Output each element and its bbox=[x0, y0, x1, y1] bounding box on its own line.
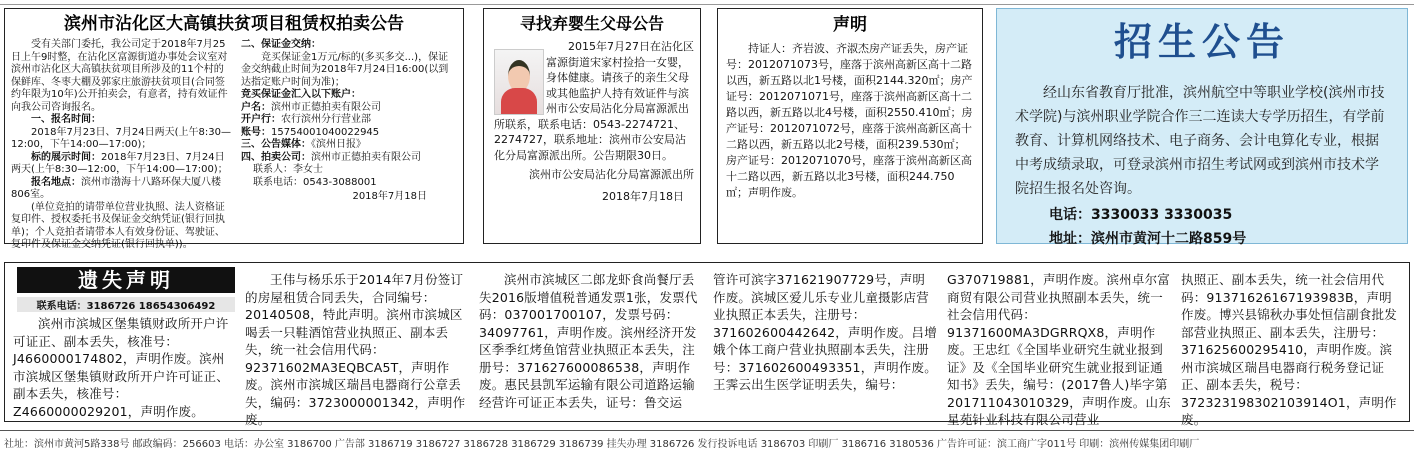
infant-notice bbox=[483, 8, 701, 244]
bank-row bbox=[241, 114, 457, 127]
sec2-heading: 二、保证金交纳： bbox=[241, 39, 321, 50]
acct-name: 滨州市正德拍卖有限公司 bbox=[271, 101, 381, 113]
acct-no: 15754001040022945 bbox=[271, 126, 380, 138]
display-time-row bbox=[11, 152, 233, 177]
deposit: 竞买保证金1万元/标的(多买多交...)，保证金交纳截止时间为2018年7月24日16:00(以到达指定账户时间为准)； bbox=[241, 51, 449, 88]
sec4-label: 四、拍卖公司： bbox=[241, 151, 311, 163]
lost-section bbox=[4, 262, 1410, 427]
bank-label: 开户行： bbox=[241, 114, 281, 125]
enroll-notice bbox=[996, 8, 1408, 247]
bank: 农行滨州分行营业部 bbox=[281, 114, 371, 125]
lost-text-1: 王伟与杨乐乐于2014年7月份签订的房屋租赁合同丢失，合同编号：20140508，特此声明。滨州市滨城区喝丢一只鞋酒馆营业执照正、副本丢失，统一社会信用代码：92371602MA3EQBCA5T，声明作废。滨州市滨城区瑞昌电器商行公章丢失，编码：3723000001342，声明作废。 bbox=[245, 272, 466, 427]
contact-person: 联系人：李女士 bbox=[253, 164, 323, 175]
lost-col-5 bbox=[1181, 271, 1403, 427]
statement-notice bbox=[717, 8, 983, 244]
conditions: (单位竞拍的请带单位营业执照、法人资格证复印件、授权委托书及保证金交纳凭证(银行回执单)；个人竞拍者请带本人有效身份证、驾驶证、复印件及保证金交纳凭证(银行回执单))。 bbox=[11, 201, 225, 250]
contact-phone: 联系电话：0543-3088001 bbox=[253, 176, 377, 188]
sec3: 《滨州日报》 bbox=[311, 139, 366, 150]
infant-body: 2015年7月27日在沾化区富源街道宋家村捡拾一女婴，身体健康。请孩子的亲生父母或其他监护人持有效证件与滨州市公安局沾化分局富源派出所联系，联系电话：0543-2274721、2274727，联系地址：滨州市公安局沾化分局富源派出所。公告期限30日。 bbox=[494, 40, 694, 162]
footer-rule bbox=[0, 430, 1414, 431]
enroll-tel-label: 电话： bbox=[1049, 207, 1091, 223]
lost-col-1 bbox=[245, 271, 469, 427]
enroll-addr: 滨州市黄河十二路859号 bbox=[1091, 231, 1247, 247]
place-label: 报名地点： bbox=[31, 176, 81, 188]
sec4-row bbox=[241, 152, 457, 165]
sec3-row bbox=[241, 139, 457, 152]
acct-name-label: 户名： bbox=[241, 101, 271, 113]
lost-text-5: 执照正、副本丢失，统一社会信用代码：91371626167193983B，声明作废。博兴县锦秋办事处恒信副食批发部营业执照正、副本丢失，注册号：371625600295410，声明作废。滨州市滨城区瑞昌电器商行税务登记证正、副本丢失，税号：372323198302103914O1，声明作废。 bbox=[1181, 272, 1397, 427]
enroll-tel: 3330033 3330035 bbox=[1091, 207, 1233, 223]
auction-title: 滨州市沾化区大高镇扶贫项目租赁权拍卖公告 bbox=[64, 14, 404, 34]
acct-name-row bbox=[241, 102, 457, 115]
auction-intro: 受有关部门委托，我公司定于2018年7月25日上午9时整，在沾化区富源街道办事处会议室对滨州市沾化区大高镇扶贫项目所涉及的11个村的保鲜库、冬枣大棚及郭家庄旅游扶贫项目(合同签约年限为10年)公开拍卖会，有意者，持有效证件向我公司咨询报名。 bbox=[11, 39, 228, 113]
lost-text-0: 滨州市滨城区堡集镇财政所开户许可证正、副本丢失，核准号：J4660000174802，声明作废。滨州市滨城区堡集镇财政所开户许可证正、副本丢失，核准号：Z4660000029201，声明作废。 bbox=[13, 316, 229, 419]
lost-text-3: 管许可滨字371621907729号，声明作废。滨城区爱儿乐专业儿童摄影店营业执照正本丢失，注册号：371602600442642，声明作废。吕增娥个体工商户营业执照副本丢失，注册号：371602600493351，声明作废。王霁云出生医学证明丢失，编号： bbox=[713, 272, 937, 392]
lost-text-4: G370719881，声明作废。滨州卓尔富商贸有限公司营业执照副本丢失，统一社会信用代码：91371600MA3DGRRQX8，声明作废。王忠红《全国毕业研究生就业报到证》及《全国毕业研究生就业报到证通知书》丢失，编号：(2017鲁人)毕字第201711043010329，声明作废。山东星苑针业科技有限公司营业 bbox=[947, 272, 1171, 427]
infant-date: 2018年7月18日 bbox=[602, 189, 684, 203]
lost-col-4 bbox=[947, 271, 1171, 427]
display-time: 2018年7月23日、7月24日两天(上午8:30—12:00，下午14:00—17:00)； bbox=[11, 151, 228, 175]
display-label: 标的展示时间： bbox=[31, 151, 101, 163]
infant-signer: 滨州市公安局沾化分局富源派出所 bbox=[529, 168, 694, 181]
auction-date: 2018年7月18日 bbox=[352, 191, 427, 202]
enroll-tel-row bbox=[1015, 203, 1389, 227]
lost-col-0 bbox=[13, 315, 237, 419]
lost-col-2 bbox=[479, 271, 703, 421]
statement-body: 持证人：齐岩波、齐淑杰房产证丢失，房产证号：2012071073号，座落于滨州高新区高十二路以西，新五路以北1号楼，面积2144.320㎡；房产证号：2012071071号，座落于滨州高新区高十二路以西，新五路以北4号楼，面积2550.410㎡；房产证号：2012071072号，座落于滨州高新区高十二路以西，新五路以北2号楼，面积239.530㎡；房产证号：2012071070号，座落于滨州高新区高十二路以西，新五路以北3号楼，面积244.750㎡；声明作废。 bbox=[726, 42, 973, 199]
auction-notice bbox=[4, 8, 464, 250]
lost-text-2: 滨州市滨城区二郎龙虾食尚餐厅丢失2016版增值税普通发票1张，发票代码：037001700107，发票号码：34097761，声明作废。滨州经济开发区季季红烤鱼馆营业执照正本丢失，注册号：371627600086538，声明作废。惠民县凯军运输有限公司道路运输经营许可证正本丢失，证号：鲁交运 bbox=[479, 272, 698, 410]
enroll-title: 招生公告 bbox=[1113, 20, 1290, 64]
place: 滨州市渤海十八路环保大厦八楼806室。 bbox=[11, 176, 221, 200]
place-row bbox=[11, 177, 233, 202]
account-heading: 竞买保证金汇入以下账户： bbox=[241, 89, 361, 100]
footer-info: 社址：滨州市黄河5路338号 邮政编码：256603 电话：办公室 3186700 广告部 3186719 3186727 3186728 3186729 3186739 挂失办理 3186726 发行投诉电话 3186703 印刷厂 3186716 3180536 广告许可证：滨工商广字011号 印刷：滨州传媒集团印刷厂 bbox=[4, 439, 1200, 450]
enroll-body: 经山东省教育厅批准，滨州航空中等职业学校(滨州市技术学院)与滨州职业学院合作三二连读大专学历招生，有学前教育、计算机网络技术、电子商务、会计电算化专业，根据中考成绩录取，可登录滨州市招生考试网或到滨州市技术学院招生报名处咨询。 bbox=[1015, 85, 1385, 197]
enroll-addr-row bbox=[1015, 227, 1389, 251]
enroll-addr-label: 地址： bbox=[1049, 231, 1091, 247]
sec4: 滨州市正德拍卖有限公司 bbox=[311, 151, 421, 163]
acct-no-label: 账号： bbox=[241, 126, 271, 138]
statement-title: 声明 bbox=[833, 15, 867, 35]
lost-col-3 bbox=[713, 271, 937, 421]
sec3-label: 三、公告媒体： bbox=[241, 139, 311, 150]
top-rule bbox=[0, 0, 1414, 5]
sec1-heading: 一、报名时间： bbox=[31, 114, 101, 125]
lost-contact: 联系电话：3186726 18654306492 bbox=[17, 297, 235, 312]
infant-title: 寻找弃婴生父母公告 bbox=[519, 14, 664, 33]
lost-header: 遗失声明 bbox=[17, 267, 235, 293]
reg-time: 2018年7月23日、7月24日两天(上午8:30—12:00，下午14:00—17:00)； bbox=[11, 126, 231, 150]
acct-no-row bbox=[241, 127, 457, 140]
